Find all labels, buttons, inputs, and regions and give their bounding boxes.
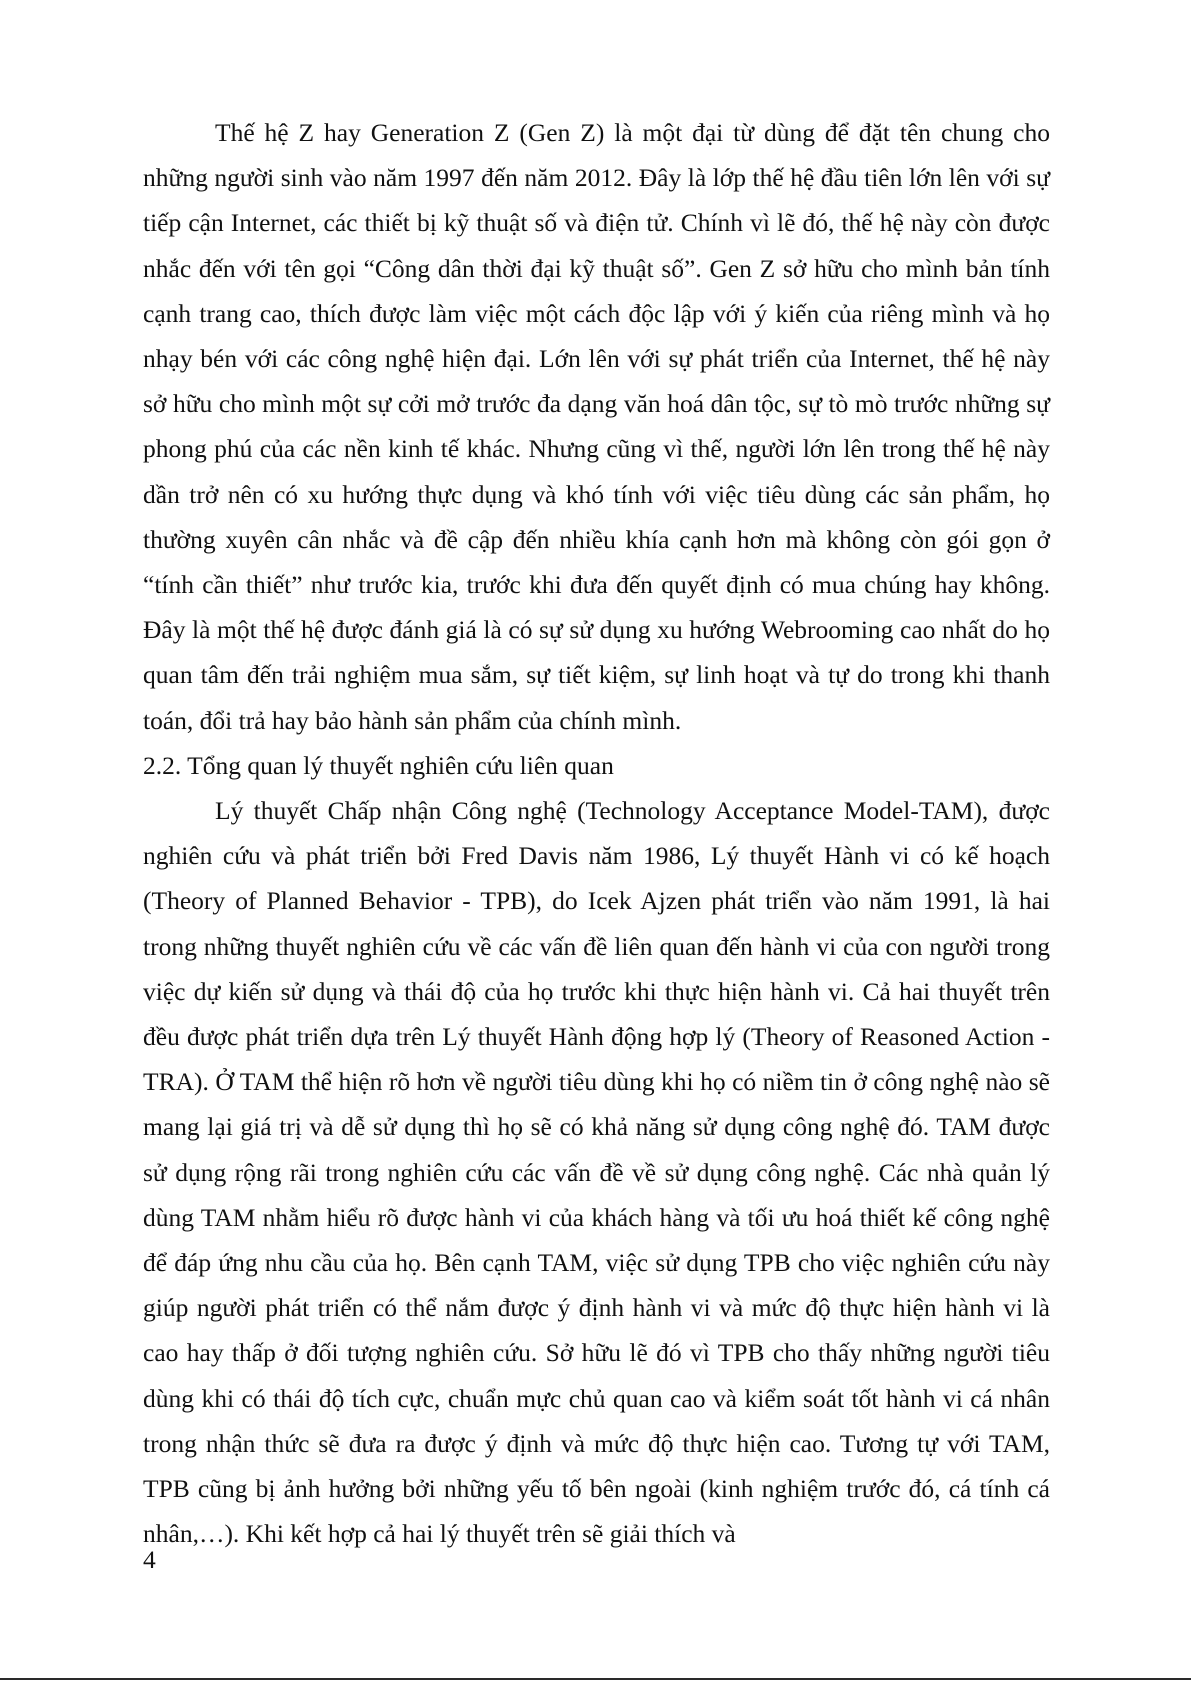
page-number: 4 — [143, 1545, 156, 1574]
bottom-border-line — [0, 1678, 1191, 1680]
paragraph-gen-z: Thế hệ Z hay Generation Z (Gen Z) là một đại từ dùng để đặt tên chung cho những người sinh vào năm 1997 đến năm 2012. Đây là lớp thế hệ đầu tiên lớn lên với sự tiếp cận Internet, các thiết bị kỹ thuật số và điện tử. Chính vì lẽ đó, thế hệ này còn được nhắc đến với tên gọi “Công dân thời đại kỹ thuật số”. Gen Z sở hữu cho mình bản tính cạnh trang cao, thích được làm việc một cách độc lập với ý kiến của riêng mình và họ nhạy bén với các công nghệ hiện đại. Lớn lên với sự phát triển của Internet, thế hệ này sở hữu cho mình một sự cởi mở trước đa dạng văn hoá dân tộc, sự tò mò trước những sự phong phú của các nền kinh tế khác. Nhưng cũng vì thế, người lớn lên trong thế hệ này dần trở nên có xu hướng thực dụng và khó tính với việc tiêu dùng các sản phẩm, họ thường xuyên cân nhắc và đề cập đến nhiều khía cạnh hơn mà không còn gói gọn ở “tính cần thiết” như trước kia, trước khi đưa đến quyết định có mua chúng hay không. Đây là một thế hệ được đánh giá là có sự sử dụng xu hướng Webrooming cao nhất do họ quan tâm đến trải nghiệm mua sắm, sự tiết kiệm, sự linh hoạt và tự do trong khi thanh toán, đổi trả hay bảo hành sản phẩm của chính mình. — [143, 118, 1050, 735]
paragraph-theory: Lý thuyết Chấp nhận Công nghệ (Technology Acceptance Model-TAM), được nghiên cứu và phát triển bởi Fred Davis năm 1986, Lý thuyết Hành vi có kế hoạch (Theory of Planned Behavior - TPB), do Icek Ajzen phát triển vào năm 1991, là hai trong những thuyết nghiên cứu về các vấn đề liên quan đến hành vi của con người trong việc dự kiến sử dụng và thái độ của họ trước khi thực hiện hành vi. Cả hai thuyết trên đều được phát triển dựa trên Lý thuyết Hành động hợp lý (Theory of Reasoned Action - TRA). Ở TAM thể hiện rõ hơn về người tiêu dùng khi họ có niềm tin ở công nghệ nào sẽ mang lại giá trị và dễ sử dụng thì họ sẽ có khả năng sử dụng công nghệ đó. TAM được sử dụng rộng rãi trong nghiên cứu các vấn đề về sử dụng công nghệ. Các nhà quản lý dùng TAM nhằm hiểu rõ được hành vi của khách hàng và tối ưu hoá thiết kế công nghệ để đáp ứng nhu cầu của họ. Bên cạnh TAM, việc sử dụng TPB cho việc nghiên cứu này giúp người phát triển có thể nắm được ý định hành vi và mức độ thực hiện hành vi là cao hay thấp ở đối tượng nghiên cứu. Sở hữu lẽ đó vì TPB cho thấy những người tiêu dùng khi có thái độ tích cực, chuẩn mực chủ quan cao và kiểm soát tốt hành vi cá nhân trong nhận thức sẽ đưa ra được ý định và mức độ thực hiện cao. Tương tự với TAM, TPB cũng bị ảnh hưởng bởi những yếu tố bên ngoài (kinh nghiệm trước đó, cá tính cá nhân,…). Khi kết hợp cả hai lý thuyết trên sẽ giải thích và — [143, 796, 1050, 1549]
section-heading: 2.2. Tổng quan lý thuyết nghiên cứu liên quan — [143, 750, 614, 780]
page-body — [143, 110, 1050, 1557]
